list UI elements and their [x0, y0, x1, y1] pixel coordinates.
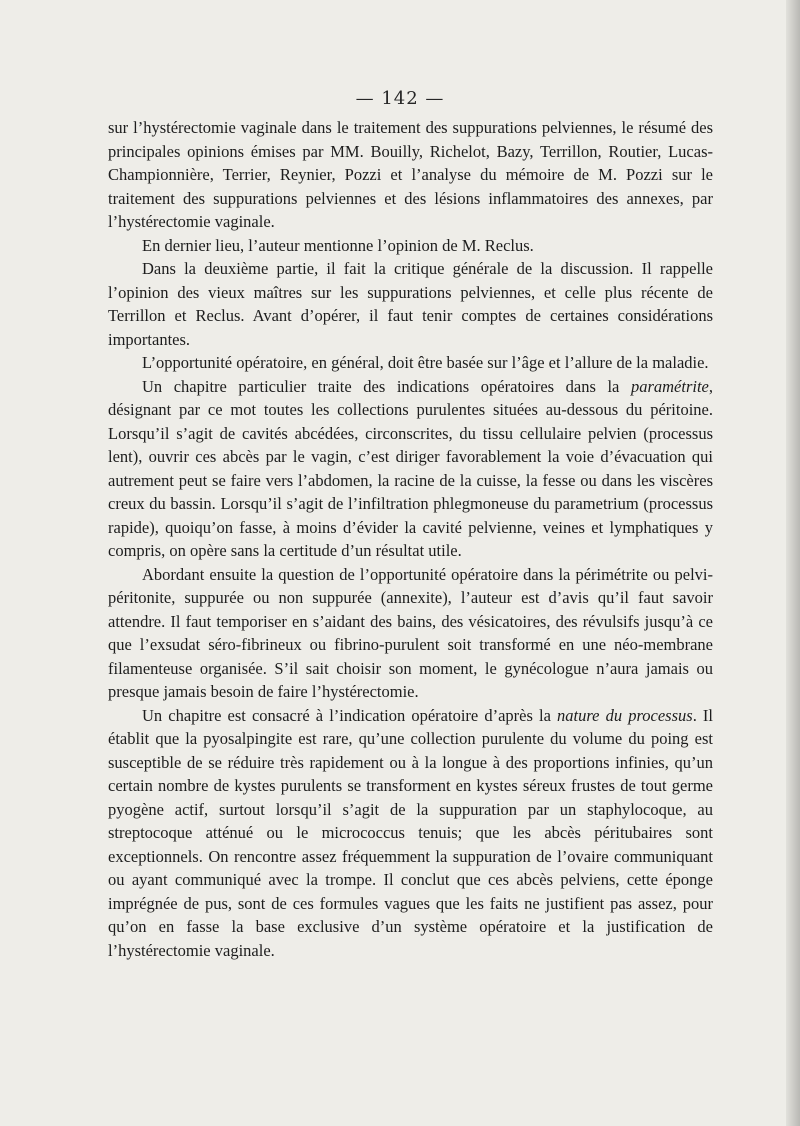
paragraph-7-italic-term: nature du processus: [557, 705, 693, 725]
page-number: — 142 —: [355, 88, 445, 109]
page-edge-shadow: [786, 0, 800, 1126]
paragraph-1: sur l’hystérectomie vaginale dans le traitement des suppurations pelviennes, le résumé des principales opinions émises par MM. Bouilly, Richelot, Bazy, Terrillon, Routier, Lucas-Championnière, Terrier, Reynier, Pozzi et l’analyse du mémoire de M. Pozzi sur le traitement des suppurations pelviennes et des lésions inflammatoires des annexes, par l’hystérectomie vaginale.: [108, 118, 713, 231]
paragraph-6: Abordant ensuite la question de l’opportunité opératoire dans la périmétrite ou pelvi-péritonite, suppurée ou non suppurée (annexite), l’auteur est d’avis qu’il faut savoir attendre. Il faut temporiser en s’aidant des bains, des vésicatoires, des révulsifs jusqu’à ce que l’exsudat séro-fibrineux ou fibrino-purulent soit transformé en une néo-membrane filamenteuse organisée. S’il sait choisir son moment, le gynécologue n’aura jamais ou presque jamais besoin de faire l’hystérectomie.: [108, 564, 713, 701]
paragraph-4: L’opportunité opératoire, en général, doit être basée sur l’âge et l’allure de la maladie.: [142, 353, 709, 372]
body-text: [108, 116, 713, 962]
paragraph-2: En dernier lieu, l’auteur mentionne l’opinion de M. Reclus.: [142, 235, 534, 255]
paragraph-7-text-after: . Il établit que la pyosalpingite est rare, qu’une collection purulente du volume du poing est susceptible de se réduire très rapidement ou à la longue à des proportions infinies, qu’un certain nombre de kystes purulents se transforment en kystes séreux frustes de tout germe pyogène actif, surtout lorsqu’il s’agit de la suppuration par un staphylocoque, au streptocoque atténué ou le micrococcus tenuis; que les abcès péritubaires sont exceptionnels. On rencontre assez fréquemment la suppuration de l’ovaire communiquant ou ayant communiqué avec la trompe. Il conclut que ces abcès pelviens, cette éponge imprégnée de pus, sont de ces formules vagues que les faits ne justifient pas assez, pour qu’on en fasse la base exclusive d’un système opératoire et la justification de l’hystérectomie vaginale.: [108, 705, 713, 960]
paragraph-5: [108, 375, 713, 563]
paragraph-7: [108, 704, 713, 963]
paragraph-5-text-after: , désignant par ce mot toutes les collections purulentes situées au-dessous du péritoine. Lorsqu’il s’agit de cavités abcédées, circonscrites, du tissu cellulaire pelvien (processus lent), ouvrir ces abcès par le vagin, c’est diriger favorablement la voie d’évacuation qui autrement peut se faire vers l’abdomen, la racine de la cuisse, la fesse ou dans les viscères creux du bassin. Lorsqu’il s’agit de l’infiltration phlegmoneuse du parametrium (processus rapide), quoiqu’on fasse, à moins d’évider la cavité pelvienne, veines et lymphatiques y compris, on opère sans la certitude d’un résultat utile.: [108, 376, 713, 560]
paragraph-5-text-before: Un chapitre particulier traite des indications opératoires dans la: [142, 376, 631, 396]
paragraph-5-italic-term: paramétrite: [630, 376, 709, 396]
paragraph-7-text-before: Un chapitre est consacré à l’indication opératoire d’après la: [142, 705, 558, 725]
paragraph-3: Dans la deuxième partie, il fait la critique générale de la discussion. Il rappelle l’opinion des vieux maîtres sur les suppurations pelviennes, et celle plus récente de Terrillon et Reclus. Avant d’opérer, il faut tenir comptes de certaines considérations importantes.: [108, 259, 713, 349]
